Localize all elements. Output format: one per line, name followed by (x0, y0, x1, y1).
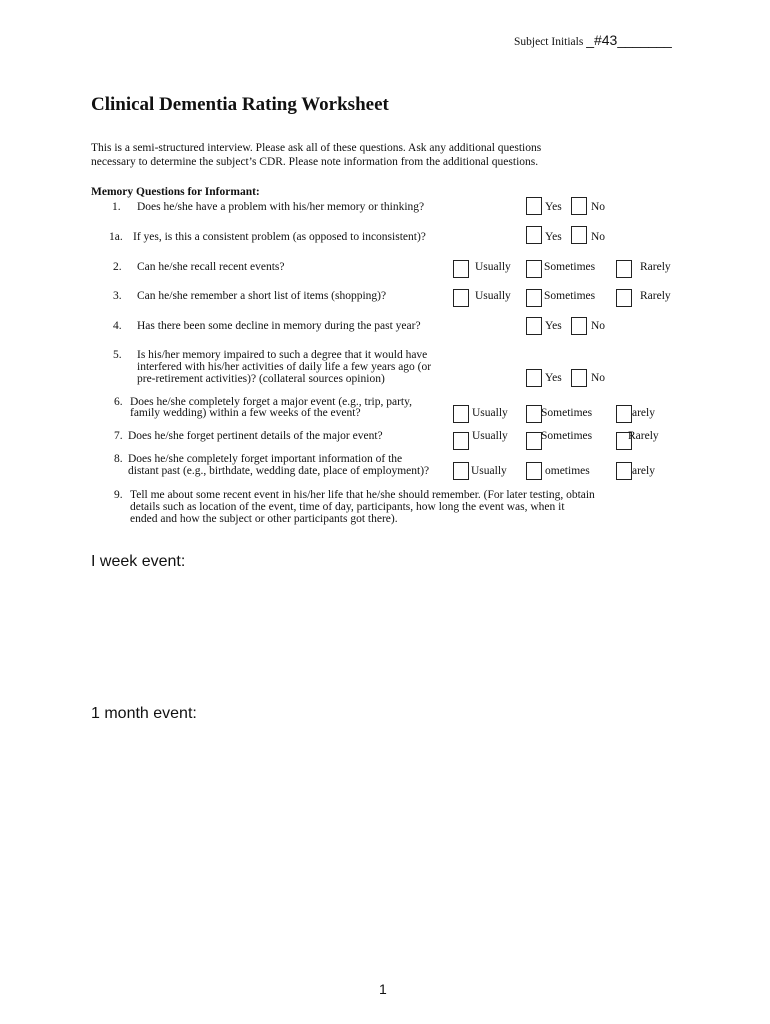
q1a-no-label: No (591, 231, 606, 243)
question-6-text-line-2: family wedding) within a few weeks of the event? (130, 407, 361, 419)
month-event-label: 1 month event: (91, 705, 197, 722)
q1-yes-checkbox[interactable] (526, 197, 542, 215)
q8-rarely-label: arely (632, 465, 655, 477)
question-9-number: 9. (114, 489, 123, 501)
q3-usually-checkbox[interactable] (453, 289, 469, 307)
q8-usually-label: Usually (471, 465, 507, 477)
question-1-number: 1. (112, 201, 121, 213)
q1a-yes-label: Yes (545, 231, 562, 243)
question-6-text-line-1: Does he/she completely forget a major event (e.g., trip, party, (130, 396, 412, 408)
q7-sometimes-label: Sometimes (541, 430, 593, 442)
q5-no-label: No (591, 372, 606, 384)
q6-rarely-checkbox[interactable] (616, 405, 632, 423)
page-number: 1 (379, 981, 387, 997)
q4-no-label: No (591, 320, 606, 332)
q1a-no-checkbox[interactable] (571, 226, 587, 244)
q7-usually-checkbox[interactable] (453, 432, 469, 450)
week-event-label: I week event: (91, 553, 186, 570)
question-8-text-line-1: Does he/she completely forget important information of the (128, 453, 403, 465)
q6-usually-label: Usually (472, 407, 508, 419)
q5-no-checkbox[interactable] (571, 369, 587, 387)
q2-usually-label: Usually (475, 261, 511, 273)
question-8-text-line-2: distant past (e.g., birthdate, wedding date, place of employment)? (128, 465, 430, 477)
q3-rarely-label: Rarely (640, 290, 671, 302)
q1-yes-label: Yes (545, 201, 562, 213)
question-7-text: Does he/she forget pertinent details of the major event? (128, 430, 383, 442)
question-9-text-line-2: details such as location of the event, time of day, participants, how long the event was, when it (130, 501, 565, 513)
question-5-text-line-3: pre-retirement activities)? (collateral sources opinion) (137, 373, 385, 385)
question-5-text-line-1: Is his/her memory impaired to such a degree that it would have (137, 349, 428, 361)
question-4-number: 4. (113, 320, 122, 332)
question-3-text: Can he/she remember a short list of items (shopping)? (137, 290, 387, 302)
subject-initials-label: Subject Initials (514, 36, 584, 48)
intro-line-2: necessary to determine the subject’s CDR. Please note information from the additional questions. (91, 156, 539, 168)
q4-no-checkbox[interactable] (571, 317, 587, 335)
question-9-text-line-1: Tell me about some recent event in his/her life that he/she should remember. (For later testing, obtain (130, 489, 595, 501)
intro-line-1: This is a semi-structured interview. Please ask all of these questions. Ask any additional questions (91, 142, 542, 154)
question-2-number: 2. (113, 261, 122, 273)
question-9-text-line-3: ended and how the subject or other participants got there). (130, 513, 398, 525)
q4-yes-checkbox[interactable] (526, 317, 542, 335)
q2-rarely-checkbox[interactable] (616, 260, 632, 278)
q3-usually-label: Usually (475, 290, 511, 302)
q3-rarely-checkbox[interactable] (616, 289, 632, 307)
q7-rarely-label: Rarely (628, 430, 659, 442)
q5-yes-checkbox[interactable] (526, 369, 542, 387)
question-5-number: 5. (113, 349, 122, 361)
subject-initials-value[interactable]: _#43_______ (586, 32, 672, 48)
question-4-text: Has there been some decline in memory during the past year? (137, 320, 421, 332)
month-event-response-area[interactable] (91, 735, 691, 955)
q1a-yes-checkbox[interactable] (526, 226, 542, 244)
question-1a-number: 1a. (109, 231, 123, 243)
question-8-number: 8. (114, 453, 123, 465)
question-2-text: Can he/she recall recent events? (137, 261, 285, 273)
question-1a-text: If yes, is this a consistent problem (as opposed to inconsistent)? (133, 231, 426, 243)
q2-rarely-label: Rarely (640, 261, 671, 273)
q2-sometimes-label: Sometimes (544, 261, 596, 273)
q3-sometimes-checkbox[interactable] (526, 289, 542, 307)
question-5-text-line-2: interfered with his/her activities of daily life a few years ago (or (137, 361, 432, 373)
q3-sometimes-label: Sometimes (544, 290, 596, 302)
q6-usually-checkbox[interactable] (453, 405, 469, 423)
q6-rarely-label: arely (632, 407, 655, 419)
q5-yes-label: Yes (545, 372, 562, 384)
q6-sometimes-checkbox[interactable] (526, 405, 542, 423)
q6-sometimes-label: Sometimes (541, 407, 593, 419)
q4-yes-label: Yes (545, 320, 562, 332)
q1-no-checkbox[interactable] (571, 197, 587, 215)
week-event-response-area[interactable] (91, 580, 691, 690)
section-heading: Memory Questions for Informant: (91, 186, 260, 198)
q1-no-label: No (591, 201, 606, 213)
page-title: Clinical Dementia Rating Worksheet (91, 94, 389, 115)
question-7-number: 7. (114, 430, 123, 442)
question-1-text: Does he/she have a problem with his/her memory or thinking? (137, 201, 425, 213)
q2-sometimes-checkbox[interactable] (526, 260, 542, 278)
q7-sometimes-checkbox[interactable] (526, 432, 542, 450)
q8-sometimes-label: ometimes (545, 465, 590, 477)
q8-usually-checkbox[interactable] (453, 462, 469, 480)
q2-usually-checkbox[interactable] (453, 260, 469, 278)
question-6-number: 6. (114, 396, 123, 408)
q8-sometimes-checkbox[interactable] (526, 462, 542, 480)
q7-usually-label: Usually (472, 430, 508, 442)
q8-rarely-checkbox[interactable] (616, 462, 632, 480)
question-3-number: 3. (113, 290, 122, 302)
